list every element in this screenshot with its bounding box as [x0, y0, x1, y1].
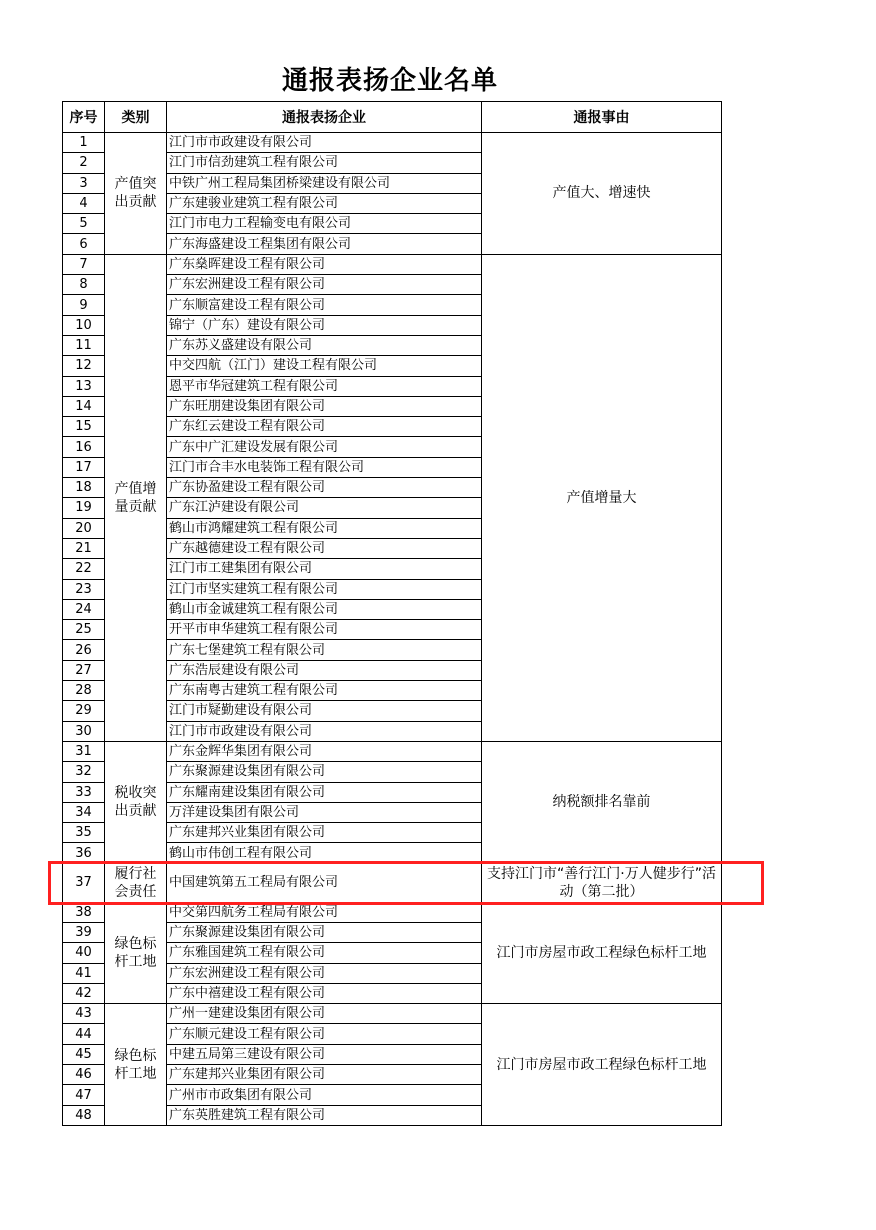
company-cell: 广东浩辰建设有限公司 — [167, 660, 482, 680]
row-index: 3 — [63, 173, 105, 193]
company-cell: 江门市信劲建筑工程有限公司 — [167, 153, 482, 173]
row-index: 27 — [63, 660, 105, 680]
row-index: 25 — [63, 620, 105, 640]
row-index: 13 — [63, 376, 105, 396]
row-index: 37 — [63, 863, 105, 902]
company-cell: 广州一建建设集团有限公司 — [167, 1004, 482, 1024]
row-index: 39 — [63, 922, 105, 942]
row-index: 2 — [63, 153, 105, 173]
row-index: 38 — [63, 902, 105, 922]
row-index: 1 — [63, 133, 105, 153]
row-index: 19 — [63, 498, 105, 518]
row-index: 31 — [63, 741, 105, 761]
page-title: 通报表扬企业名单 — [281, 66, 498, 96]
company-cell: 江门市市政建设有限公司 — [167, 721, 482, 741]
row-index: 36 — [63, 843, 105, 863]
company-cell: 江门市疑勤建设有限公司 — [167, 701, 482, 721]
row-index: 41 — [63, 963, 105, 983]
reason-cell: 江门市房屋市政工程绿色标杆工地 — [482, 1004, 722, 1126]
row-index: 12 — [63, 356, 105, 376]
row-index: 40 — [63, 943, 105, 963]
company-cell: 广东英胜建筑工程有限公司 — [167, 1105, 482, 1125]
company-cell: 广东红云建设工程有限公司 — [167, 417, 482, 437]
header-category: 类别 — [105, 102, 167, 133]
company-cell: 广州市市政集团有限公司 — [167, 1085, 482, 1105]
category-cell: 税收突出贡献 — [105, 741, 167, 863]
company-cell: 中铁广州工程局集团桥梁建设有限公司 — [167, 173, 482, 193]
row-index: 33 — [63, 782, 105, 802]
company-cell: 中交第四航务工程局有限公司 — [167, 902, 482, 922]
company-cell: 广东宏洲建设工程有限公司 — [167, 963, 482, 983]
row-index: 20 — [63, 518, 105, 538]
commendation-table — [62, 101, 722, 1126]
company-cell: 广东金辉华集团有限公司 — [167, 741, 482, 761]
category-cell: 产值增量贡献 — [105, 254, 167, 741]
company-cell: 恩平市华冠建筑工程有限公司 — [167, 376, 482, 396]
company-cell: 中国建筑第五工程局有限公司 — [167, 863, 482, 902]
row-index: 45 — [63, 1044, 105, 1064]
row-index: 24 — [63, 599, 105, 619]
company-cell: 广东顺富建设工程有限公司 — [167, 295, 482, 315]
row-index: 42 — [63, 983, 105, 1003]
company-cell: 江门市合丰水电装饰工程有限公司 — [167, 457, 482, 477]
header-idx: 序号 — [63, 102, 105, 133]
row-index: 28 — [63, 681, 105, 701]
row-index: 16 — [63, 437, 105, 457]
company-cell: 广东聚源建设集团有限公司 — [167, 922, 482, 942]
row-index: 6 — [63, 234, 105, 254]
row-index: 17 — [63, 457, 105, 477]
row-index: 44 — [63, 1024, 105, 1044]
company-cell: 广东海盛建设工程集团有限公司 — [167, 234, 482, 254]
company-cell: 广东顺元建设工程有限公司 — [167, 1024, 482, 1044]
row-index: 14 — [63, 396, 105, 416]
row-index: 8 — [63, 275, 105, 295]
company-cell: 广东旺朋建设集团有限公司 — [167, 396, 482, 416]
company-cell: 广东中广汇建设发展有限公司 — [167, 437, 482, 457]
company-cell: 江门市工建集团有限公司 — [167, 559, 482, 579]
row-index: 10 — [63, 315, 105, 335]
category-cell: 绿色标杆工地 — [105, 1004, 167, 1126]
company-cell: 广东七堡建筑工程有限公司 — [167, 640, 482, 660]
category-cell: 产值突出贡献 — [105, 133, 167, 255]
header-reason: 通报事由 — [482, 102, 722, 133]
reason-cell: 产值大、增速快 — [482, 133, 722, 255]
company-cell: 万洋建设集团有限公司 — [167, 802, 482, 822]
table-row — [63, 902, 722, 922]
category-cell: 履行社会责任 — [105, 863, 167, 902]
table-row — [63, 741, 722, 761]
row-index: 23 — [63, 579, 105, 599]
company-cell: 广东建邦兴业集团有限公司 — [167, 1065, 482, 1085]
company-cell: 广东宏洲建设工程有限公司 — [167, 275, 482, 295]
category-cell: 绿色标杆工地 — [105, 902, 167, 1003]
row-index: 30 — [63, 721, 105, 741]
header-company: 通报表扬企业 — [167, 102, 482, 133]
company-cell: 中交四航（江门）建设工程有限公司 — [167, 356, 482, 376]
company-cell: 广东燊晖建设工程有限公司 — [167, 254, 482, 274]
row-index: 15 — [63, 417, 105, 437]
table-row — [63, 254, 722, 274]
table-row — [63, 1004, 722, 1024]
row-index: 7 — [63, 254, 105, 274]
company-cell: 江门市坚实建筑工程有限公司 — [167, 579, 482, 599]
reason-cell: 纳税额排名靠前 — [482, 741, 722, 863]
company-cell: 广东耀南建设集团有限公司 — [167, 782, 482, 802]
row-index: 22 — [63, 559, 105, 579]
row-index: 47 — [63, 1085, 105, 1105]
row-index: 29 — [63, 701, 105, 721]
company-cell: 广东中禧建设工程有限公司 — [167, 983, 482, 1003]
company-cell: 广东建邦兴业集团有限公司 — [167, 823, 482, 843]
row-index: 48 — [63, 1105, 105, 1125]
table-body — [63, 133, 722, 1126]
row-index: 9 — [63, 295, 105, 315]
row-index: 21 — [63, 538, 105, 558]
company-cell: 江门市电力工程输变电有限公司 — [167, 214, 482, 234]
company-cell: 广东苏义盛建设有限公司 — [167, 335, 482, 355]
company-cell: 广东南粤古建筑工程有限公司 — [167, 681, 482, 701]
table-row — [63, 133, 722, 153]
company-cell: 广东建骏业建筑工程有限公司 — [167, 193, 482, 213]
row-index: 11 — [63, 335, 105, 355]
company-cell: 广东江泸建设有限公司 — [167, 498, 482, 518]
reason-cell: 江门市房屋市政工程绿色标杆工地 — [482, 902, 722, 1003]
company-cell: 广东越德建设工程有限公司 — [167, 538, 482, 558]
row-index: 43 — [63, 1004, 105, 1024]
row-index: 26 — [63, 640, 105, 660]
company-cell: 广东聚源建设集团有限公司 — [167, 762, 482, 782]
row-index: 4 — [63, 193, 105, 213]
row-index: 32 — [63, 762, 105, 782]
header-row — [63, 102, 722, 133]
company-cell: 广东协盈建设工程有限公司 — [167, 478, 482, 498]
row-index: 5 — [63, 214, 105, 234]
company-cell: 开平市申华建筑工程有限公司 — [167, 620, 482, 640]
company-cell: 鹤山市伟创工程有限公司 — [167, 843, 482, 863]
company-cell: 中建五局第三建设有限公司 — [167, 1044, 482, 1064]
company-cell: 广东雅国建筑工程有限公司 — [167, 943, 482, 963]
company-cell: 江门市市政建设有限公司 — [167, 133, 482, 153]
reason-cell: 支持江门市“善行江门·万人健步行”活动（第二批） — [482, 863, 722, 902]
row-index: 46 — [63, 1065, 105, 1085]
reason-cell: 产值增量大 — [482, 254, 722, 741]
company-cell: 锦宁（广东）建设有限公司 — [167, 315, 482, 335]
table-row — [63, 863, 722, 902]
row-index: 34 — [63, 802, 105, 822]
row-index: 18 — [63, 478, 105, 498]
company-cell: 鹤山市金诚建筑工程有限公司 — [167, 599, 482, 619]
row-index: 35 — [63, 823, 105, 843]
company-cell: 鹤山市鸿耀建筑工程有限公司 — [167, 518, 482, 538]
